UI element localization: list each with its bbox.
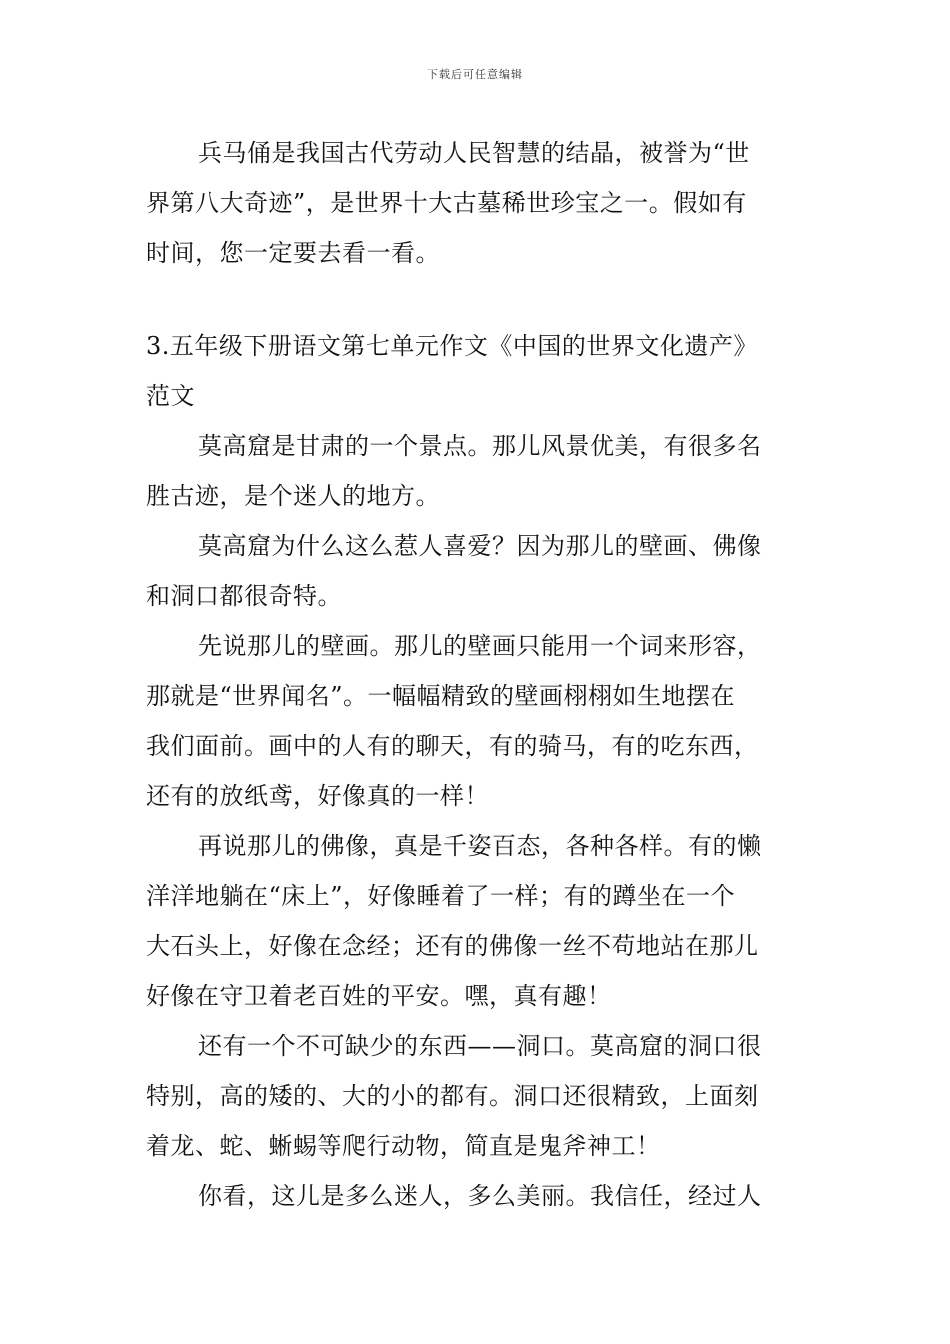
text-line: 我们面前。画中的人有的聊天，有的骑马，有的吃东西， — [146, 732, 759, 760]
paragraph-murals — [146, 621, 806, 821]
text-line: 先说那儿的壁画。那儿的壁画只能用一个词来形容， — [198, 632, 762, 660]
paragraph-intro — [146, 421, 806, 521]
text-line: 再说那儿的佛像，真是千姿百态，各种各样。有的懒 — [198, 832, 762, 860]
paragraph-why — [146, 521, 806, 621]
paragraph-closing — [146, 1171, 806, 1221]
text-line: 胜古迹，是个迷人的地方。 — [146, 482, 440, 510]
text-line: 界第八大奇迹”，是世界十大古墓稀世珍宝之一。假如有 — [146, 189, 747, 217]
text-line: 时间，您一定要去看一看。 — [146, 239, 440, 267]
text-line: 洋洋地躺在“床上”，好像睡着了一样；有的蹲坐在一个 — [146, 882, 736, 910]
document-body — [146, 128, 806, 1221]
text-line: 还有一个不可缺少的东西——洞口。莫高窟的洞口很 — [198, 1032, 762, 1060]
text-line: 着龙、蛇、蜥蜴等爬行动物，简直是鬼斧神工！ — [146, 1132, 661, 1160]
text-line: 好像在守卫着老百姓的平安。嘿，真有趣！ — [146, 982, 612, 1010]
heading-line: 范文 — [146, 382, 195, 410]
text-line: 大石头上，好像在念经；还有的佛像一丝不苟地站在那儿 — [146, 932, 759, 960]
text-line: 那就是“世界闻名”。一幅幅精致的壁画栩栩如生地摆在 — [146, 682, 736, 710]
paragraph-statues — [146, 821, 806, 1021]
section-heading — [146, 321, 806, 421]
text-line: 你看，这儿是多么迷人，多么美丽。我信任，经过人 — [198, 1182, 762, 1210]
text-line: 还有的放纸鸢，好像真的一样！ — [146, 782, 489, 810]
paragraph-caves — [146, 1021, 806, 1171]
text-line: 和洞口都很奇特。 — [146, 582, 342, 610]
text-line: 兵马俑是我国古代劳动人民智慧的结晶，被誉为“世 — [198, 139, 750, 167]
page-header: 下载后可任意编辑 — [427, 68, 523, 81]
text-line: 莫高窟是甘肃的一个景点。那儿风景优美，有很多名 — [198, 432, 762, 460]
text-line: 特别，高的矮的、大的小的都有。洞口还很精致，上面刻 — [146, 1082, 759, 1110]
heading-line: 3.五年级下册语文第七单元作文《中国的世界文化遗产》 — [146, 332, 758, 360]
spacer — [146, 278, 806, 321]
paragraph-terracotta — [146, 128, 806, 278]
text-line: 莫高窟为什么这么惹人喜爱？因为那儿的壁画、佛像 — [198, 532, 762, 560]
